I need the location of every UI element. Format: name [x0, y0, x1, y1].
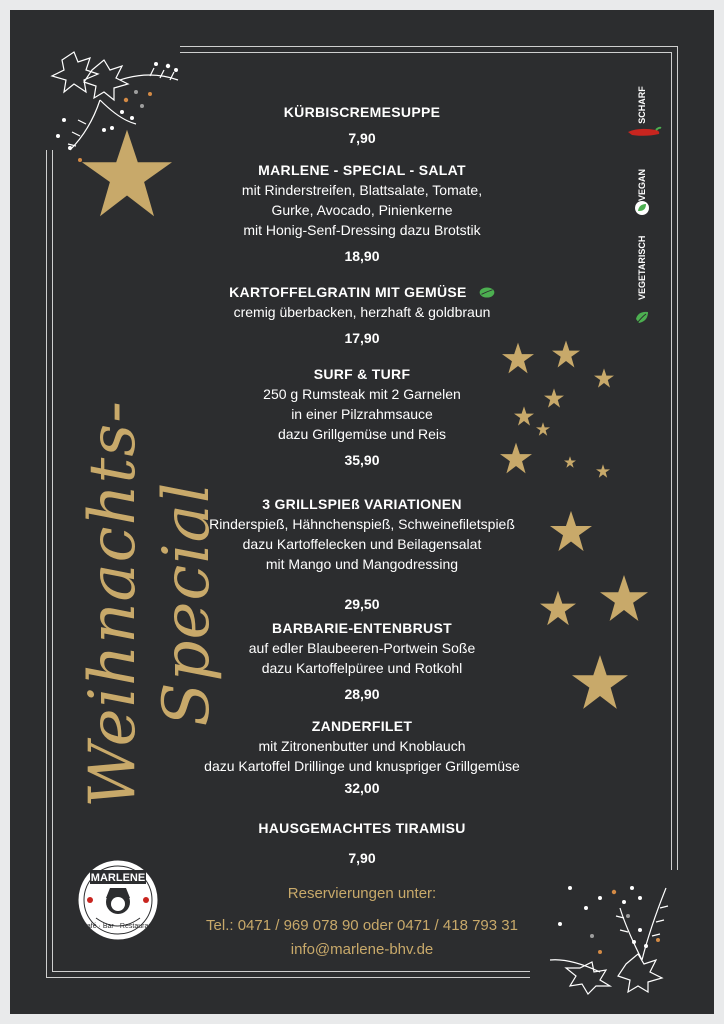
dish-desc-line: dazu Grillgemüse und Reis [277, 426, 447, 442]
dish-desc-line: Rinderspieß, Hähnchenspieß, Schweinefiletspieß [209, 516, 515, 532]
legend-scharf-label: SCHARF [637, 86, 647, 124]
dish-desc-line: mit Rinderstreifen, Blattsalate, Tomate, [241, 182, 483, 198]
logo-name: MARLENE [90, 872, 146, 884]
dish-price: 7,90 [348, 130, 376, 146]
reservation-phone: Tel.: 0471 / 969 078 90 oder 0471 / 418 793 31 [206, 917, 518, 934]
dish-price: 32,00 [344, 780, 380, 796]
dish-title: 3 GRILLSPIEß VARIATIONEN [262, 496, 462, 512]
chili-icon [626, 125, 662, 139]
dish-price: 17,90 [344, 330, 380, 346]
restaurant-logo [76, 858, 160, 942]
legend-vegan-label: VEGAN [637, 169, 647, 202]
dish-desc-line: Gurke, Avocado, Pinienkerne [271, 202, 453, 218]
dish-desc-line: dazu Kartoffelpüree und Rotkohl [261, 660, 463, 676]
dish-title: BARBARIE-ENTENBRUST [272, 620, 452, 636]
reservation-email: info@marlene-bhv.de [290, 941, 434, 958]
dish-title: SURF & TURF [313, 366, 411, 382]
menu-page [10, 10, 714, 1014]
vegan-leaf-icon [634, 200, 650, 216]
dish-desc-line: 250 g Rumsteak mit 2 Garnelen [263, 386, 461, 402]
menu-item [160, 102, 564, 148]
star-icon [82, 128, 172, 218]
dish-price: 35,90 [344, 452, 380, 468]
legend-vegetarisch-label: VEGETARISCH [637, 235, 647, 300]
holly-ornament-bottom-right [530, 868, 690, 988]
logo-subtitle: Café · Bar · Restaurant [81, 923, 155, 930]
dish-price: 29,50 [344, 596, 380, 612]
reservation-footer [160, 882, 564, 962]
legend [622, 70, 662, 350]
dish-title: KARTOFFELGRATIN MIT GEMÜSE [229, 284, 467, 300]
dish-price: 28,90 [344, 686, 380, 702]
dish-desc-line: auf edler Blaubeeren-Portwein Soße [248, 640, 476, 656]
dish-desc-line: in einer Pilzrahmsauce [291, 406, 433, 422]
vegetarian-leaf-icon [634, 310, 650, 326]
dish-desc-line: cremig überbacken, herzhaft & goldbraun [233, 304, 491, 320]
menu-item [160, 716, 564, 798]
dish-desc-line: mit Honig-Senf-Dressing dazu Brotstik [243, 222, 481, 238]
dish-title: MARLENE - SPECIAL - SALAT [258, 162, 466, 178]
reservation-heading: Reservierungen unter: [287, 885, 437, 902]
star-cluster [490, 330, 660, 710]
dish-price: 7,90 [348, 850, 376, 866]
dish-title: KÜRBISCREMESUPPE [283, 104, 441, 120]
dish-title: HAUSGEMACHTES TIRAMISU [258, 820, 466, 836]
dish-desc-line: dazu Kartoffelecken und Beilagensalat [242, 536, 482, 552]
menu-item [160, 160, 564, 266]
vegetarian-leaf-icon [479, 287, 495, 298]
dish-desc-line: mit Zitronenbutter und Knoblauch [258, 738, 466, 754]
dish-price: 18,90 [344, 248, 380, 264]
dish-title: ZANDERFILET [311, 718, 413, 734]
menu-item [160, 818, 564, 868]
script-title: Weihnachts-Special [76, 400, 224, 808]
dish-desc-line: dazu Kartoffel Drillinge und knuspriger Grillgemüse [204, 758, 520, 774]
dish-desc-line: mit Mango und Mangodressing [265, 556, 459, 572]
